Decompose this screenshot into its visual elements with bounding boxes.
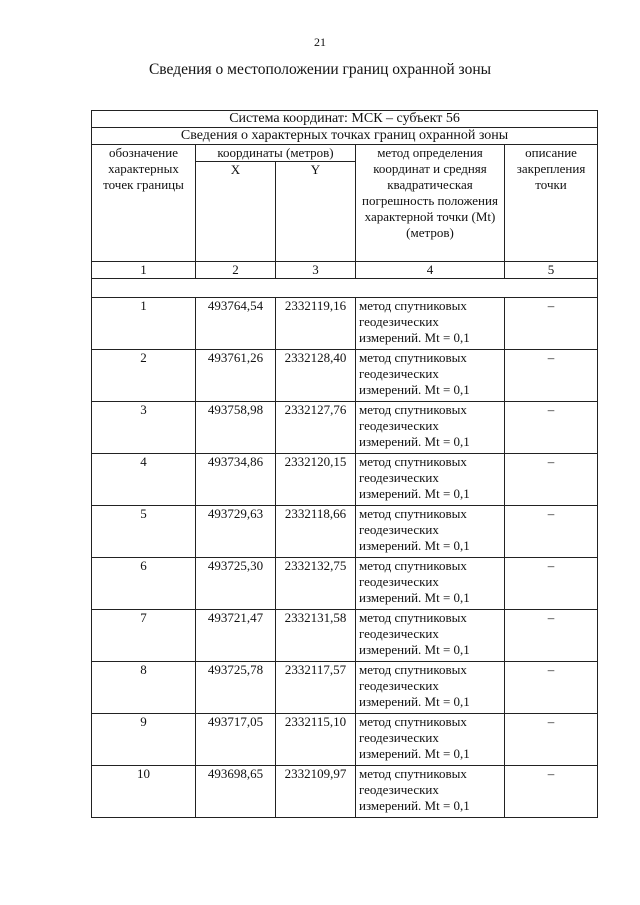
boundary-points-table [91,110,598,818]
cell-fixing: – [505,298,598,350]
cell-y-coordinate: 2332132,75 [276,558,356,610]
column-number: 5 [505,262,598,279]
page-number: 21 [314,35,326,49]
cell-x-coordinate: 493761,26 [196,350,276,402]
column-number: 4 [356,262,505,279]
cell-y-coordinate: 2332117,57 [276,662,356,714]
table-row [92,402,598,454]
cell-y-coordinate: 2332109,97 [276,766,356,818]
cell-point-number: 3 [92,402,196,454]
cell-point-number: 9 [92,714,196,766]
table-row [92,558,598,610]
cell-y-coordinate: 2332115,10 [276,714,356,766]
table-row [92,454,598,506]
section-caption: Сведения о характерных точках границ охранной зоны [92,128,598,145]
column-number: 2 [196,262,276,279]
cell-method: метод спутниковых геодезических измерений. Mt = 0,1 [356,662,505,714]
cell-point-number: 7 [92,610,196,662]
cell-x-coordinate: 493717,05 [196,714,276,766]
table-row [92,506,598,558]
cell-y-coordinate: 2332127,76 [276,402,356,454]
cell-method: метод спутниковых геодезических измерений. Mt = 0,1 [356,766,505,818]
cell-point-number: 8 [92,662,196,714]
cell-fixing: – [505,402,598,454]
table-row [92,714,598,766]
cell-y-coordinate: 2332119,16 [276,298,356,350]
header-designation: обозначение характерных точек границы [92,145,196,262]
cell-point-number: 5 [92,506,196,558]
cell-x-coordinate: 493729,63 [196,506,276,558]
cell-method: метод спутниковых геодезических измерений. Mt = 0,1 [356,402,505,454]
cell-x-coordinate: 493764,54 [196,298,276,350]
cell-point-number: 4 [92,454,196,506]
column-number: 3 [276,262,356,279]
cell-method: метод спутниковых геодезических измерений. Mt = 0,1 [356,610,505,662]
table-row [92,662,598,714]
cell-fixing: – [505,714,598,766]
cell-point-number: 10 [92,766,196,818]
cell-x-coordinate: 493725,78 [196,662,276,714]
spacer-row [92,279,598,298]
table-row [92,610,598,662]
cell-method: метод спутниковых геодезических измерений. Mt = 0,1 [356,558,505,610]
cell-x-coordinate: 493758,98 [196,402,276,454]
spacer-cell [92,279,598,298]
cell-fixing: – [505,766,598,818]
cell-y-coordinate: 2332120,15 [276,454,356,506]
cell-point-number: 2 [92,350,196,402]
cell-y-coordinate: 2332128,40 [276,350,356,402]
table-row [92,766,598,818]
cell-fixing: – [505,350,598,402]
cell-y-coordinate: 2332118,66 [276,506,356,558]
cell-point-number: 6 [92,558,196,610]
cell-fixing: – [505,610,598,662]
header-y: Y [276,162,356,262]
table-row [92,298,598,350]
document-title: Сведения о местоположении границ охранной зоны [148,61,492,78]
coordinate-system-caption: Система координат: МСК – субъект 56 [92,111,598,128]
cell-method: метод спутниковых геодезических измерений. Mt = 0,1 [356,350,505,402]
cell-method: метод спутниковых геодезических измерений. Mt = 0,1 [356,506,505,558]
cell-y-coordinate: 2332131,58 [276,610,356,662]
cell-x-coordinate: 493734,86 [196,454,276,506]
cell-method: метод спутниковых геодезических измерений. Mt = 0,1 [356,714,505,766]
header-x: X [196,162,276,262]
table-row [92,350,598,402]
cell-fixing: – [505,662,598,714]
cell-x-coordinate: 493698,65 [196,766,276,818]
cell-x-coordinate: 493725,30 [196,558,276,610]
column-number: 1 [92,262,196,279]
header-method: метод определения координат и средняя квадратическая погрешность положения характерной точки (Mt) (метров) [356,145,505,262]
cell-method: метод спутниковых геодезических измерений. Mt = 0,1 [356,454,505,506]
cell-fixing: – [505,506,598,558]
cell-method: метод спутниковых геодезических измерений. Mt = 0,1 [356,298,505,350]
cell-fixing: – [505,454,598,506]
cell-x-coordinate: 493721,47 [196,610,276,662]
cell-fixing: – [505,558,598,610]
header-coordinates: координаты (метров) [196,145,356,162]
header-fixing: описание закрепления точки [505,145,598,262]
cell-point-number: 1 [92,298,196,350]
